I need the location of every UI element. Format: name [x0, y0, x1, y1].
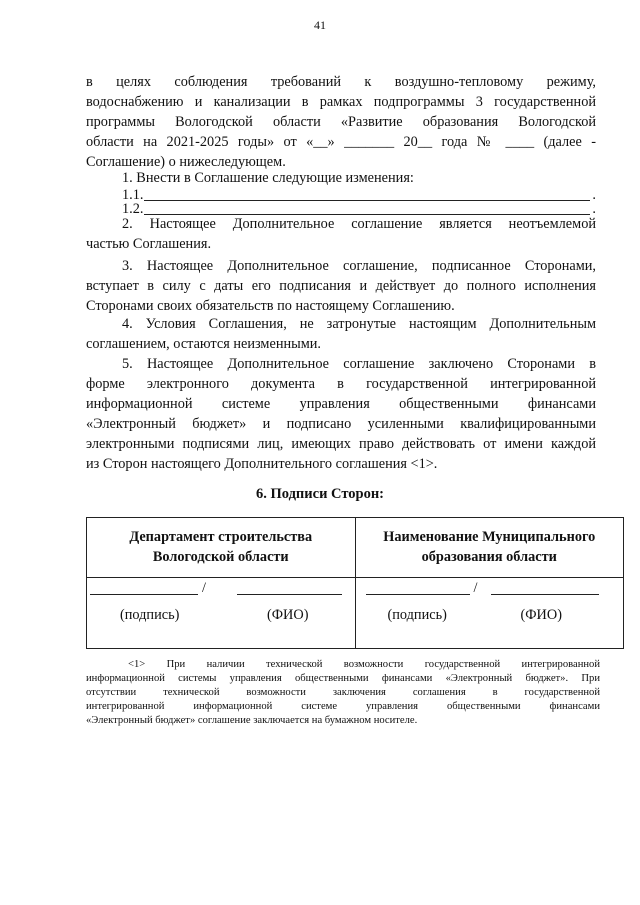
item-3	[86, 256, 596, 316]
right-name-line	[491, 594, 599, 595]
item-4-line: соглашением, остаются неизменными.	[86, 336, 322, 352]
footnote-line: интегрированной информационной системе управления общественными финансами	[86, 701, 600, 712]
left-party-header	[87, 518, 356, 578]
item-2	[86, 214, 596, 254]
item-5-line: электронными подписями лиц, имеющих право действовать от имени каждой	[86, 436, 596, 452]
right-party-name-line: образования области	[421, 549, 557, 565]
page-number: 41	[314, 18, 326, 32]
right-signature-cell	[355, 578, 624, 649]
footnote-line: информационной системы управления общественными финансами «Электронный бюджет». При	[86, 673, 600, 684]
item-2-line: частью Соглашения.	[86, 236, 212, 252]
left-party-name-line: Вологодской области	[152, 549, 289, 565]
item-3-line: Сторонами своих обязательств по настоящему Соглашению.	[86, 298, 455, 314]
intro-paragraph	[86, 72, 596, 172]
right-party-header	[355, 518, 624, 578]
item-1-2-label: 1.2.	[122, 201, 144, 217]
right-signature-line	[366, 594, 470, 595]
item-3-line: вступает в силу с даты его подписания и действует до полного исполнения	[86, 278, 596, 294]
left-slash: /	[202, 580, 206, 596]
item-1-1-period: .	[592, 187, 596, 203]
item-1-1-label: 1.1.	[122, 187, 144, 203]
footnote-line: «Электронный бюджет» соглашение заключается на бумажном носителе.	[86, 715, 418, 726]
section-title: 6. Подписи Сторон:	[255, 486, 385, 502]
item-5-line: информационной системе управления общественными финансами	[86, 396, 596, 412]
intro-line: Соглашение) о нижеследующем.	[86, 154, 286, 170]
item-5	[86, 354, 596, 474]
item-1-text: 1. Внести в Соглашение следующие изменения:	[122, 170, 414, 186]
left-party-name-line: Департамент строительства	[129, 529, 313, 545]
footnote-line: отсутствии технической возможности заключения соглашения в государственной	[86, 687, 600, 698]
right-signature-label: (подпись)	[387, 607, 447, 623]
item-5-line: из Сторон настоящего Дополнительного соглашения <1>.	[86, 456, 438, 472]
left-name-label: (ФИО)	[267, 607, 309, 623]
item-3-line: 3. Настоящее Дополнительное соглашение, подписанное Сторонами,	[122, 258, 596, 274]
item-1	[86, 168, 596, 188]
intro-line: программы Вологодской области «Развитие образования Вологодской	[86, 114, 596, 130]
intro-line: области на 2021-2025 годы» от «__» _______ 20__ года № ____ (далее -	[86, 134, 596, 150]
item-1-2-period: .	[592, 201, 596, 217]
item-2-line: 2. Настоящее Дополнительное соглашение является неотъемлемой	[122, 216, 596, 232]
item-4	[86, 314, 596, 354]
left-signature-cell	[87, 578, 356, 649]
item-5-line: 5. Настоящее Дополнительное соглашение заключено Сторонами в	[122, 356, 596, 372]
item-4-line: 4. Условия Соглашения, не затронутые настоящим Дополнительным	[122, 316, 596, 332]
footnote-line: <1> При наличии технической возможности государственной интегрированной	[128, 659, 600, 670]
footnote	[86, 658, 600, 734]
right-slash: /	[473, 580, 478, 596]
right-party-name-line: Наименование Муниципального	[383, 529, 596, 545]
left-signature-label: (подпись)	[120, 607, 180, 623]
intro-line: в целях соблюдения требований к воздушно-тепловому режиму,	[86, 74, 596, 90]
item-5-line: «Электронный бюджет» и подписано усиленными квалифицированными	[86, 416, 596, 432]
left-name-line	[237, 594, 342, 595]
right-name-label: (ФИО)	[520, 607, 562, 623]
item-5-line: форме электронного документа в государственной интегрированной	[86, 376, 596, 392]
signatures-table	[86, 517, 624, 649]
intro-line: водоснабжению и канализации в рамках подпрограммы 3 государственной	[86, 94, 596, 110]
left-signature-line	[90, 594, 198, 595]
